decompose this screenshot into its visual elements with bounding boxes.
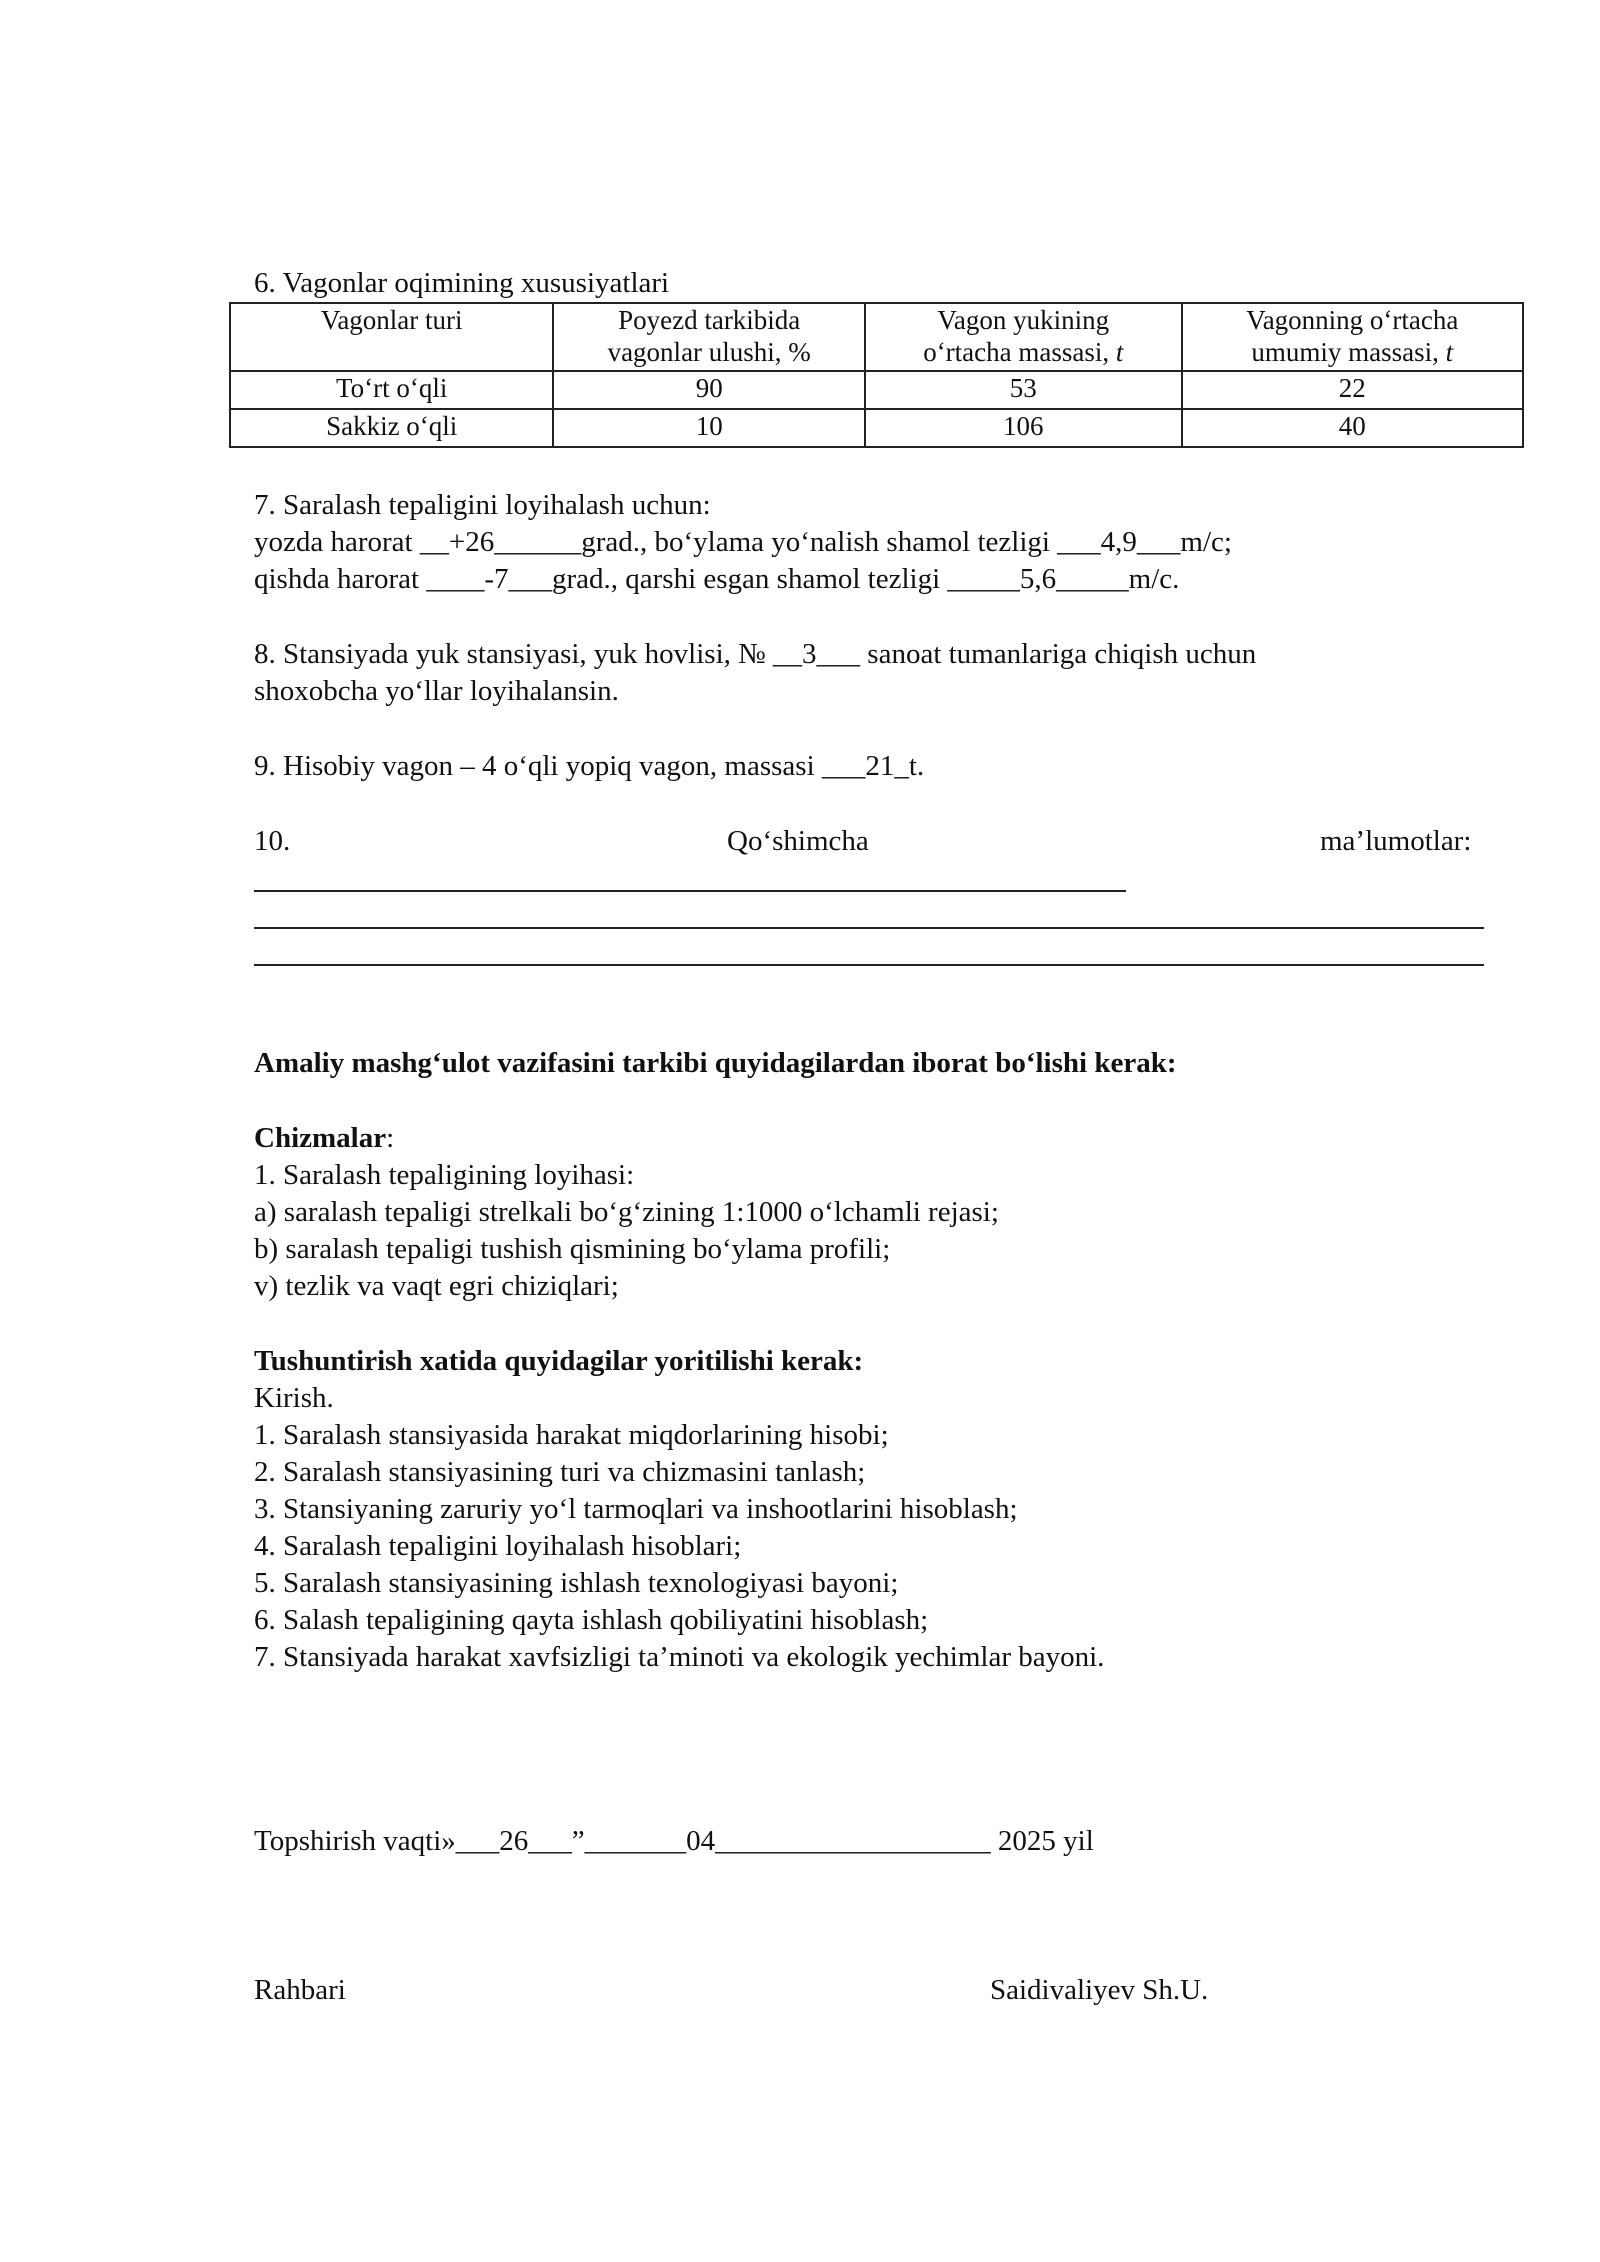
section-6-title: 6. Vagonlar oqimining xususiyatlari <box>254 267 670 299</box>
supervisor-name: Saidivaliyev Sh.U. <box>990 1974 1209 2006</box>
table-header-cell <box>865 303 1182 371</box>
section-10-right: ma’lumotlar: <box>1320 825 1472 857</box>
header-line: Poyezd tarkibida <box>618 305 801 335</box>
section-7-winter-line: qishda harorat ____-7___grad., qarshi esgan shamol tezligi _____5,6_____m/c. <box>254 563 1180 595</box>
table-header-cell <box>1182 303 1523 371</box>
explanatory-item: 7. Stansiyada harakat xavfsizligi ta’minoti va ekologik yechimlar bayoni. <box>254 1641 1105 1673</box>
table-header-cell <box>230 303 553 371</box>
header-line: Vagonning o‘rtacha <box>1246 305 1459 335</box>
section-10-middle: Qo‘shimcha <box>727 825 869 857</box>
table-cell: 22 <box>1182 371 1523 409</box>
table-cell: 90 <box>553 371 865 409</box>
drawings-label: Chizmalar <box>254 1122 387 1154</box>
section-8-line-1: 8. Stansiyada yuk stansiyasi, yuk hovlisi, № __3___ sanoat tumanlariga chiqish uchun <box>254 638 1257 670</box>
drawings-item: 1. Saralash tepaligining loyihasi: <box>254 1159 635 1191</box>
explanatory-item: Kirish. <box>254 1382 334 1414</box>
section-7-title: 7. Saralash tepaligini loyihalash uchun: <box>254 489 711 521</box>
drawings-item: v) tezlik va vaqt egri chiziqlari; <box>254 1270 619 1302</box>
explanatory-item: 4. Saralash tepaligini loyihalash hisoblari; <box>254 1530 742 1562</box>
header-unit: t <box>1115 337 1124 367</box>
drawings-item: a) saralash tepaligi strelkali bo‘g‘zining 1:1000 o‘lchamli rejasi; <box>254 1196 999 1228</box>
table-cell: 106 <box>865 409 1182 447</box>
explanatory-item: 6. Salash tepaligining qayta ishlash qobiliyatini hisoblash; <box>254 1604 929 1636</box>
table-row <box>230 409 1523 447</box>
header-line: Vagon yukining <box>937 305 1110 335</box>
assignment-heading: Amaliy mashg‘ulot vazifasini tarkibi quyidagilardan iborat bo‘lishi kerak: <box>254 1047 1177 1079</box>
header-line: vagonlar ulushi, % <box>607 337 811 367</box>
drawings-heading <box>254 1120 394 1157</box>
blank-line <box>254 964 1484 966</box>
drawings-item: b) saralash tepaligi tushish qismining bo‘ylama profili; <box>254 1233 891 1265</box>
table-cell: 10 <box>553 409 865 447</box>
explanatory-item: 2. Saralash stansiyasining turi va chizmasini tanlash; <box>254 1456 866 1488</box>
table-cell: 40 <box>1182 409 1523 447</box>
explanatory-heading: Tushuntirish xatida quyidagilar yoritilishi kerak: <box>254 1345 864 1377</box>
explanatory-item: 1. Saralash stansiyasida harakat miqdorlarining hisobi; <box>254 1419 889 1451</box>
explanatory-item: 3. Stansiyaning zaruriy yo‘l tarmoqlari va inshootlarini hisoblash; <box>254 1493 1018 1525</box>
section-10-number: 10. <box>254 825 291 857</box>
header-line: umumiy massasi, <box>1251 337 1446 367</box>
section-9-line: 9. Hisobiy vagon – 4 o‘qli yopiq vagon, massasi ___21_t. <box>254 750 925 782</box>
header-line: Vagonlar turi <box>320 305 463 335</box>
table-header-cell <box>553 303 865 371</box>
blank-line <box>254 890 1126 892</box>
table-header-row <box>230 303 1523 371</box>
blank-line <box>254 927 1484 929</box>
table-cell: Sakkiz o‘qli <box>230 409 553 447</box>
table-row <box>230 371 1523 409</box>
table-cell: To‘rt o‘qli <box>230 371 553 409</box>
submission-date-line: Topshirish vaqti»___26___”_______04___________________ 2025 yil <box>254 1825 1094 1857</box>
header-line: o‘rtacha massasi, <box>923 337 1116 367</box>
section-7-summer-line: yozda harorat __+26______grad., bo‘ylama yo‘nalish shamol tezligi ___4,9___m/c; <box>254 526 1232 558</box>
header-unit: t <box>1445 337 1454 367</box>
drawings-colon: : <box>386 1122 395 1154</box>
section-8-line-2: shoxobcha yo‘llar loyihalansin. <box>254 675 619 707</box>
supervisor-label: Rahbari <box>254 1974 346 2006</box>
explanatory-item: 5. Saralash stansiyasining ishlash texnologiyasi bayoni; <box>254 1567 899 1599</box>
table-cell: 53 <box>865 371 1182 409</box>
wagon-flow-table <box>229 302 1524 448</box>
